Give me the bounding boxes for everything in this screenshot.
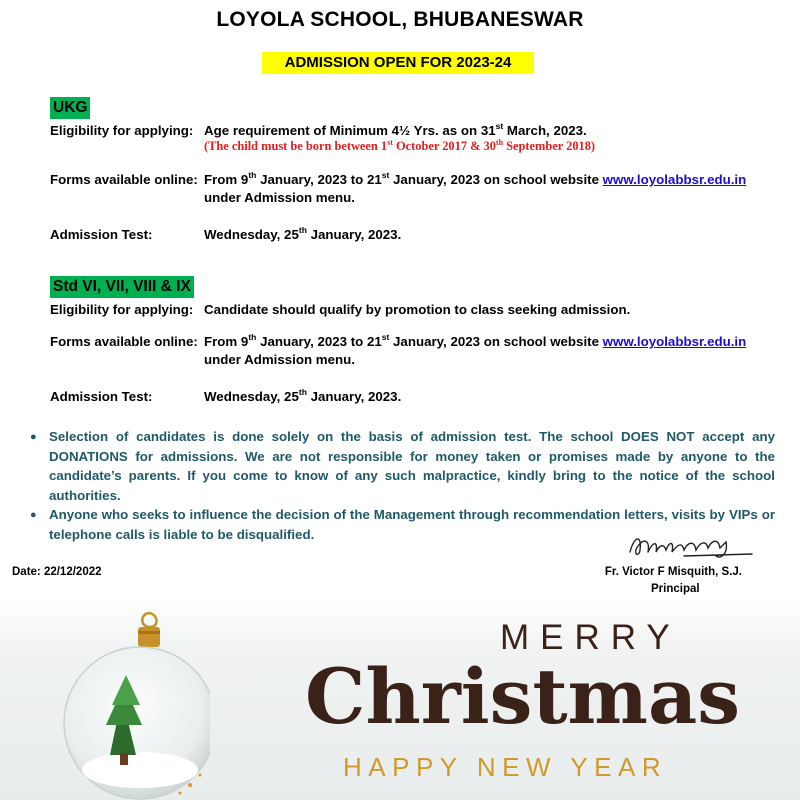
ukg-test-label: Admission Test: <box>50 227 153 242</box>
principal-name: Fr. Victor F Misquith, S.J. <box>604 566 742 578</box>
admission-banner: ADMISSION OPEN FOR 2023-24 <box>262 52 534 74</box>
senior-test-value: Wednesday, 25th January, 2023. <box>204 386 402 404</box>
note-text: Selection of candidates is done solely on the basis of admission test. The school DOES NOT accept any DONATIONS for admissions. We are not responsible for money taken or promises made by anyone to the candidate’s parents. If you come to know of any such malpractice, kindly bring to the notice of the school authorities. <box>49 429 775 503</box>
ukg-forms-line2: under Admission menu. <box>204 190 355 205</box>
notes-list <box>30 427 775 544</box>
senior-eligibility-label: Eligibility for applying: <box>50 302 194 317</box>
senior-test-label: Admission Test: <box>50 389 153 404</box>
christmas-text: Christmas <box>305 652 740 741</box>
principal-role: Principal <box>651 583 700 595</box>
ukg-website-link[interactable]: www.loyolabbsr.edu.in <box>602 172 747 187</box>
ukg-test-value: Wednesday, 25th January, 2023. <box>204 224 402 242</box>
ukg-forms-value: From 9th January, 2023 to 21st January, 2023 on school website www.loyolabbsr.edu.in <box>204 169 747 187</box>
senior-eligibility-value: Candidate should qualify by promotion to class seeking admission. <box>204 302 631 317</box>
senior-website-link[interactable]: www.loyolabbsr.edu.in <box>602 334 747 349</box>
ukg-forms-label: Forms available online: <box>50 172 198 187</box>
bullet-icon: ● <box>30 509 37 521</box>
senior-forms-value: From 9th January, 2023 to 21st January, 2023 on school website www.loyolabbsr.edu.in <box>204 331 747 349</box>
ukg-eligibility-label: Eligibility for applying: <box>50 123 194 138</box>
bullet-icon: ● <box>30 431 37 443</box>
ukg-heading: UKG <box>50 97 90 119</box>
ukg-eligibility-value: Age requirement of Minimum 4½ Yrs. as on 31st March, 2023. <box>204 120 587 138</box>
note-item <box>30 427 775 505</box>
christmas-ornament-icon <box>40 605 210 800</box>
date-line: Date: 22/12/2022 <box>12 566 102 578</box>
merry-text: MERRY <box>500 618 681 657</box>
signature-image <box>624 530 754 562</box>
senior-forms-label: Forms available online: <box>50 334 198 349</box>
note-text: Anyone who seeks to influence the decision of the Management through recommendation letters, visits by VIPs or telephone calls is liable to be disqualified. <box>49 507 775 542</box>
school-title: LOYOLA SCHOOL, BHUBANESWAR <box>216 8 584 31</box>
ukg-birth-note: (The child must be born between 1st October 2017 & 30th September 2018) <box>204 137 596 153</box>
senior-heading: Std VI, VII, VIII & IX <box>50 276 194 298</box>
happy-new-year-text: HAPPY NEW YEAR <box>343 752 668 782</box>
senior-forms-line2: under Admission menu. <box>204 352 355 367</box>
